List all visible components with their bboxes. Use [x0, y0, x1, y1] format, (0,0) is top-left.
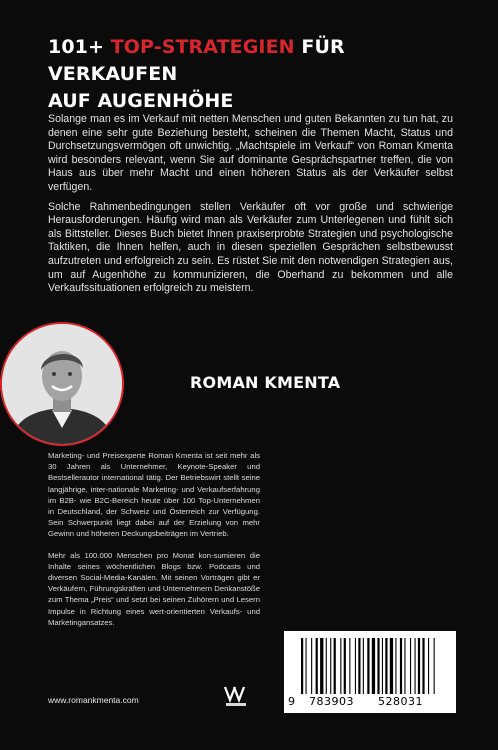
bio-paragraph-2: Mehr als 100.000 Menschen pro Monat kon-sumieren die Inhalte seines wöchentlichen Blogs bzw. Podcasts und diversen Social-Media-Kanälen. Mit seinen Vorträgen gibt er Verkäufern, Führungskräften und Unternehmern Denkanstöße zum Thema „Preis“ und setzt bei seinen Zuhörern und Lesern Impulse in Richtung eines wert-orientierten Verkaufs- und Marketingansatzes.: [48, 550, 260, 627]
barcode-group-1: 783903: [309, 695, 354, 708]
intro-text: [48, 113, 453, 302]
author-bio: [48, 450, 260, 638]
headline-line2: AUF AUGENHÖHE: [48, 90, 234, 112]
barcode-number: [285, 695, 455, 709]
intro-paragraph-1: Solange man es im Verkauf mit netten Menschen und guten Bekannten zu tun hat, zu denen eine sehr gute Beziehung besteht, scheinen die Themen Macht, Status und Durchsetzungsvermögen oft unwichtig. „Machtspiele im Verkauf“ von Roman Kmenta wird besonders relevant, wenn Sie auf dominante Gesprächspartner treffen, die von Haus aus über mehr Macht und einen höheren Status als der Verkäufer selbst verfügen.: [48, 113, 453, 193]
portrait-illustration: [2, 324, 122, 444]
headline-prefix: 101+: [48, 36, 111, 58]
bio-paragraph-1: Marketing- und Preisexperte Roman Kmenta ist seit mehr als 30 Jahren als Unternehmer, Keynote-Speaker und Bestsellerautor international tätig. Der Betriebswirt stellt seine langjährige, inter-nationale Marketing- und Verkaufserfahrung im B2B- wie B2C-Bereich heute über 100 Top-Unternehmen in Deutschland, der Schweiz und Österreich zur Verfügung. Sein Schwerpunkt liegt dabei auf der Erzielung von mehr Gewinn und höheren Deckungsbeiträgen im Vertrieb.: [48, 451, 260, 539]
publisher-logo: [224, 686, 250, 708]
author-name: ROMAN KMENTA: [190, 373, 341, 392]
headline-rest: FÜR VERKAUFEN: [48, 36, 345, 85]
publisher-logo-icon: [224, 686, 250, 708]
author-portrait: [0, 322, 124, 446]
website-link[interactable]: www.romankmenta.com: [48, 695, 139, 705]
barcode-group-2: 528031: [378, 695, 423, 708]
barcode-first-digit: 9: [288, 695, 296, 708]
headline-accent: TOP-STRATEGIEN: [110, 36, 295, 58]
intro-paragraph-2: Solche Rahmenbedingungen stellen Verkäufer oft vor große und schwierige Herausforderungen. Häufig wird man als Verkäufer zum Unterlegenen und fühlt sich als Bittsteller. Dieses Buch bietet Ihnen praxiserprobte Strategien und psychologische Taktiken, die Ihnen helfen, auch in diesen speziellen Gesprächen selbstbewusst aufzutreten und erfolgreich zu sein. Es rüstet Sie mit den notwendigen Strategien aus, um auf Augenhöhe zu kommunizieren, die Oberhand zu bekommen und alle Verkaufssituationen erfolgreich zu meistern.: [48, 200, 453, 295]
isbn-barcode: [284, 631, 456, 713]
back-cover-headline: [48, 34, 468, 115]
